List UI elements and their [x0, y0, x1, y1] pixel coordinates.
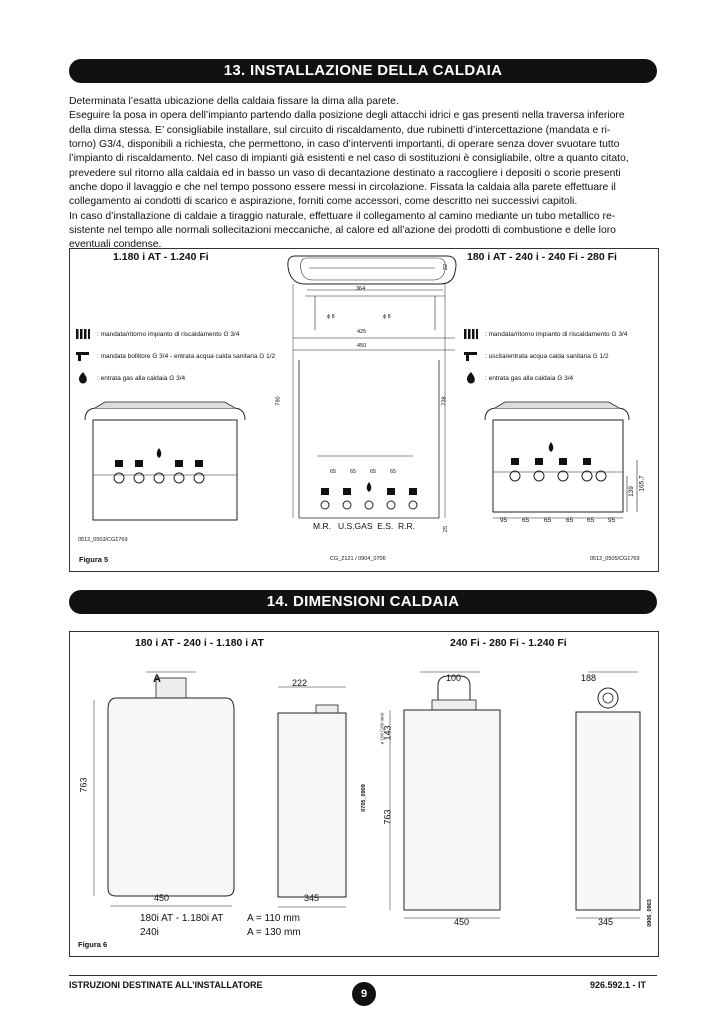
figure-6-right-title: 240 Fi - 280 Fi - 1.240 Fi — [450, 637, 567, 649]
left-boiler-bottom-drawing — [75, 400, 255, 525]
flame-icon — [75, 372, 91, 384]
body-line: In caso d’installazione di caldaie a tiraggio naturale, effettuare il collegamento al camino mediante un tubo metallico re- — [69, 210, 616, 222]
dim-phi8-left: ϕ 8 — [327, 314, 335, 320]
section-13-title: 13. INSTALLAZIONE DELLA CALDAIA — [69, 59, 657, 83]
boiler-front-view-right — [380, 660, 510, 930]
dim-65c: 65 — [370, 469, 377, 475]
body-line: eventuali condense. — [69, 239, 162, 251]
legend-label: : mandata/ritorno impianto di riscaldamento G 3/4 — [97, 330, 240, 338]
body-line: Eseguire la posa in opera dell’impianto partendo dalla posizione degli attacchi idrici e gas presenti nella traversa inferiore — [69, 110, 625, 122]
figure-6-code-mid: 0705_0909 — [360, 784, 367, 812]
dim-165-7: 165,7 — [638, 475, 646, 492]
dim-22: 22 — [443, 263, 450, 271]
dim-right-65d: 65 — [587, 517, 595, 524]
body-line: prevedere sul ritorno alla caldaia ed in basso un vaso di decantazione destinato a raccogliere i depositi o scorie presenti — [69, 167, 621, 179]
body-line: Determinata l’esatta ubicazione della caldaia fissare la dima alla parete. — [69, 96, 399, 107]
dim-65b: 65 — [350, 469, 357, 475]
connection-labels: M.R. U.S.GAS E.S. R.R. — [313, 521, 416, 531]
body-line: l’impianto di riscaldamento. Nel caso di impianti già esistenti e nel caso di sostituzioni è consigliabile, oltre a quanto citato, — [69, 153, 629, 165]
figure-5-code-center: CG_2121 / 0904_0706 — [330, 556, 386, 562]
right-boiler-bottom-drawing — [477, 400, 647, 535]
radiator-icon — [463, 328, 479, 340]
figure-5-left-title: 1.180 i AT - 1.240 Fi — [113, 251, 209, 263]
model-note-2: 240i — [140, 927, 159, 938]
dim-188: 188 — [581, 673, 597, 683]
figure-5-right-title: 180 i AT - 240 i - 240 Fi - 280 Fi — [467, 251, 617, 263]
dim-345-left: 345 — [304, 893, 320, 903]
legend-label: : uscita/entrata acqua calda sanitaria G 1/2 — [485, 352, 609, 360]
figure-6-code-right: 0906_0903 — [646, 899, 653, 927]
dim-65d: 65 — [390, 469, 397, 475]
body-line: collegamento ai condotti di scarico e aspirazione, forniti come accessori, come descritto nei successivi capitoli. — [69, 196, 578, 208]
dim-763-left: 763 — [78, 777, 89, 793]
mark-a: A — [153, 673, 161, 685]
dim-right-65c: 65 — [566, 517, 574, 524]
dim-425: 425 — [357, 329, 367, 335]
dim-450-left: 450 — [154, 893, 170, 903]
legend-water — [75, 350, 275, 362]
figure-6-left-title: 180 i AT - 240 i - 1.180 i AT — [135, 637, 264, 649]
legend-heating — [75, 328, 239, 340]
figure-5-code-left: 0512_0503/CG1769 — [78, 537, 128, 543]
figure-5-code-right: 0512_0505/CG1769 — [590, 556, 640, 562]
dim-right-65b: 65 — [544, 517, 552, 524]
page-number: 9 — [352, 982, 376, 1006]
dim-450: 450 — [357, 343, 367, 349]
footer-right: 926.592.1 - IT — [590, 980, 647, 990]
a-value-1: A = 110 mm — [247, 913, 300, 924]
boiler-side-view-left — [268, 675, 358, 915]
dim-364: 364 — [356, 286, 366, 292]
section-14-title: 14. DIMENSIONI CALDAIA — [69, 590, 657, 614]
model-note-1: 180i AT - 1.180i AT — [140, 913, 224, 924]
dim-right-95b: 95 — [608, 517, 616, 524]
dim-780: 780 — [275, 396, 282, 406]
body-line: sistente nel tempo alle normali sollecitazioni meccaniche, al calore ed all’azione dei prodotti di combustione e delle loro — [69, 225, 616, 237]
footer-left: ISTRUZIONI DESTINATE ALL’INSTALLATORE — [69, 980, 263, 990]
dim-345-right: 345 — [598, 917, 614, 927]
dim-100: 100 — [446, 673, 462, 683]
dim-right-65a: 65 — [522, 517, 530, 524]
faucet-icon — [463, 350, 479, 362]
body-line: anche dopo il lavaggio e che nel tempo possono essere messi in circolazione. Fissata la caldaia alla parete effettuare il — [69, 182, 616, 194]
boiler-front-view-left — [86, 660, 276, 910]
figure-5-label: Figura 5 — [79, 555, 109, 564]
dim-139: 139 — [627, 486, 635, 497]
dim-right-95a: 95 — [500, 517, 508, 524]
dim-450-right: 450 — [454, 917, 470, 927]
faucet-icon — [75, 350, 91, 362]
body-line: della dima stessa. E’ consigliabile installare, sul circuito di riscaldamento, due rubinetti d’intercettazione (mandata e ri- — [69, 124, 611, 136]
dim-25: 25 — [443, 525, 450, 533]
a-value-2: A = 130 mm — [247, 927, 301, 938]
legend-label: : mandata/ritorno impianto di riscaldamento G 3/4 — [485, 330, 628, 338]
mounting-template-drawing — [285, 250, 465, 535]
legend-gas — [75, 372, 185, 384]
legend-label: : mandata bollitore G 3/4 - entrata acqua calda sanitaria G 1/2 — [97, 352, 276, 360]
dim-222: 222 — [292, 678, 308, 688]
radiator-icon — [75, 328, 91, 340]
flame-icon — [463, 372, 479, 384]
legend-label: : entrata gas alla caldaia G 3/4 — [97, 374, 186, 382]
figure-6-label: Figura 6 — [78, 940, 108, 949]
legend-gas — [463, 372, 573, 384]
dim-143: 143 — [382, 725, 393, 741]
dim-763-right: 763 — [382, 809, 393, 825]
dim-143-note: ø 100 (180 mm) — [379, 712, 385, 745]
dim-65a: 65 — [330, 469, 337, 475]
boiler-side-view-right — [560, 660, 655, 930]
dim-phi8-right: ϕ 8 — [383, 314, 391, 320]
body-line: torno) G3/4, disponibili a richiesta, che permettono, in caso d’interventi importanti, di operare senza dover svuotare tutto — [69, 139, 620, 151]
footer-rule — [69, 975, 657, 976]
legend-water — [463, 350, 609, 362]
section-13-body — [69, 95, 659, 253]
legend-heating — [463, 328, 627, 340]
legend-label: : entrata gas alla caldaia G 3/4 — [485, 374, 574, 382]
dim-738: 738 — [441, 396, 448, 406]
